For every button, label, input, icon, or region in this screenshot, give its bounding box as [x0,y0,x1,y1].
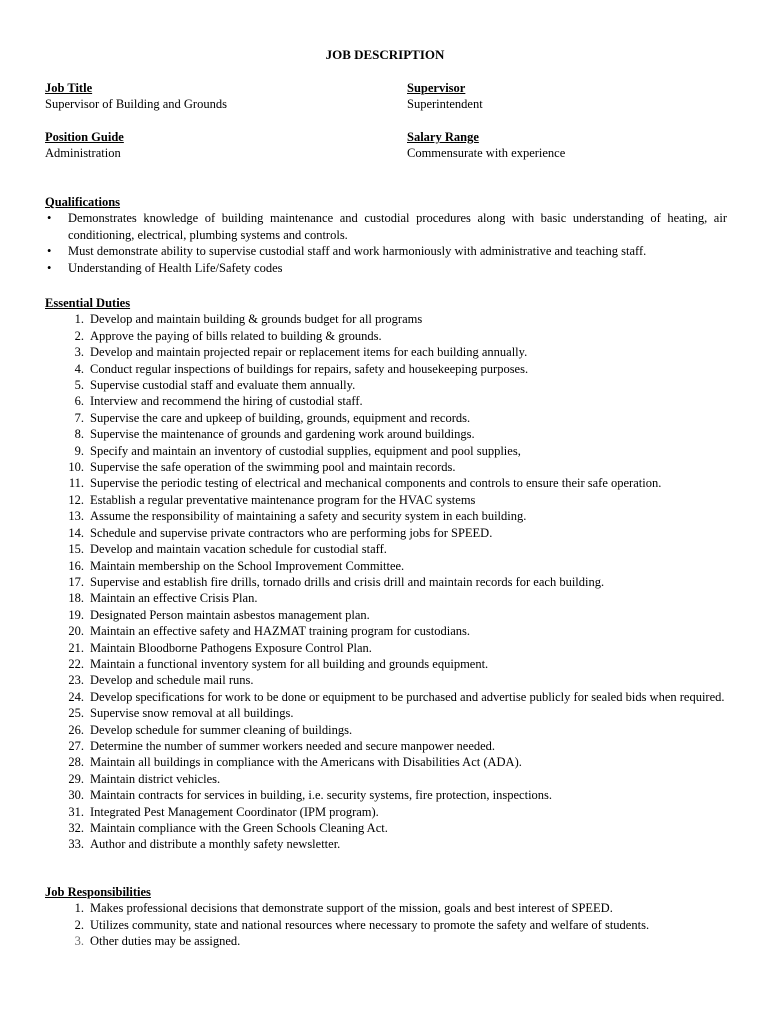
list-item-number: 24. [68,689,84,704]
list-item-number: 5. [74,378,84,393]
list-item [45,590,727,606]
list-item-number: 7. [74,410,84,425]
list-item [45,656,727,672]
list-item-number: 21. [68,640,84,655]
list-item [45,689,727,705]
list-item-number: 27. [68,738,84,753]
list-item [45,492,727,508]
list-item [45,558,727,574]
list-item [45,900,727,916]
list-item [45,640,727,656]
list-item-number: 12. [68,492,84,507]
job-responsibilities-heading: Job Responsibilities [45,885,151,899]
list-item-text: Integrated Pest Management Coordinator (IPM program). [90,804,379,819]
qualifications-list [45,210,727,276]
list-item-text: Develop and maintain vacation schedule for custodial staff. [90,542,387,557]
list-item-text: Develop and maintain building & grounds budget for all programs [90,312,423,327]
list-item-number: 29. [68,771,84,786]
list-item-number: 13. [68,509,84,524]
list-item-text: Establish a regular preventative maintenance program for the HVAC systems [90,492,476,507]
list-item-number: 30. [68,788,84,803]
list-item-number: 1. [74,312,84,327]
list-item [45,475,727,491]
position-guide-value: Administration [45,146,121,161]
list-item [45,787,727,803]
list-item-text: Supervise snow removal at all buildings. [90,706,294,721]
supervisor-value: Superintendent [407,97,483,112]
list-item-text: Maintain membership on the School Improvement Committee. [90,558,405,573]
list-item [45,361,727,377]
salary-range-label: Salary Range [407,130,479,144]
list-item-number: 1. [74,901,84,916]
list-item-number: 17. [68,574,84,589]
list-item-number: 14. [68,525,84,540]
job-responsibilities-list [45,900,727,949]
list-item-number: 19. [68,607,84,622]
job-title-value: Supervisor of Building and Grounds [45,97,227,112]
list-item-number: 15. [68,542,84,557]
list-item-text: Supervise the care and upkeep of building, grounds, equipment and records. [90,410,471,425]
list-item-text: Schedule and supervise private contractors who are performing jobs for SPEED. [90,525,493,540]
list-item-text: Maintain Bloodborne Pathogens Exposure Control Plan. [90,640,372,655]
list-item-number: 4. [74,361,84,376]
list-item [45,311,727,327]
list-item-number: 22. [68,656,84,671]
essential-duties-heading: Essential Duties [45,296,131,310]
list-item [45,705,727,721]
supervisor-label: Supervisor [407,81,466,95]
supervisor-field [407,80,483,113]
list-item-text: Supervise custodial staff and evaluate them annually. [90,378,356,393]
list-item-text: Conduct regular inspections of buildings for repairs, safety and housekeeping purposes. [90,361,529,376]
list-item [45,574,727,590]
list-item-text: Makes professional decisions that demonstrate support of the mission, goals and best interest of SPEED. [90,901,613,916]
list-item-text: Maintain an effective Crisis Plan. [90,591,258,606]
list-item [45,426,727,442]
list-item [45,443,727,459]
list-item-number: 10. [68,460,84,475]
list-item-number: 2. [74,917,84,932]
essential-duties-section [45,295,727,853]
list-item [45,672,727,688]
list-item-text: Develop and maintain projected repair or replacement items for each building annually. [90,345,528,360]
list-item-number: 11. [68,476,84,491]
list-item-number: 25. [68,706,84,721]
list-item [45,410,727,426]
list-item [45,820,727,836]
list-item [45,836,727,852]
list-item-number: 26. [68,722,84,737]
list-item-text: Supervise the periodic testing of electrical and mechanical components and controls to ensure their safe operation. [90,476,662,491]
list-item [45,722,727,738]
list-item-text: Utilizes community, state and national resources where necessary to promote the safety and welfare of students. [90,917,650,932]
list-item [45,623,727,639]
list-item-text: Specify and maintain an inventory of custodial supplies, equipment and pool supplies, [90,443,521,458]
list-item-number: 9. [74,443,84,458]
list-item-text: Maintain compliance with the Green Schools Cleaning Act. [90,821,388,835]
document-title: JOB DESCRIPTION [325,47,445,62]
essential-duties-list [45,311,727,852]
list-item [45,377,727,393]
list-item [45,771,727,787]
list-item-number: 20. [68,624,84,639]
list-item-text: Supervise the maintenance of grounds and gardening work around buildings. [90,427,475,442]
list-item [45,459,727,475]
job-title-field [45,80,227,113]
list-item-text: Approve the paying of bills related to building & grounds. [90,328,382,343]
list-item-text: Determine the number of summer workers needed and secure manpower needed. [90,738,496,753]
list-item-number: 8. [74,427,84,442]
list-item [45,344,727,360]
list-item-number: 2. [74,328,84,343]
list-item [45,917,727,933]
list-item-text: Maintain all buildings in compliance with the Americans with Disabilities Act (ADA). [90,755,522,770]
list-item: • Must demonstrate ability to supervise custodial staff and work harmoniously with administrative and teaching staff. [45,243,727,259]
list-item [45,738,727,754]
list-item-text: Designated Person maintain asbestos management plan. [90,607,370,622]
list-item-text: Supervise and establish fire drills, tornado drills and crisis drill and maintain records for each building. [90,574,605,589]
list-item-number: 16. [68,558,84,573]
job-responsibilities-section [45,884,727,950]
list-item-number: 3. [74,345,84,360]
list-item [45,541,727,557]
list-item-text: Maintain a functional inventory system for all building and grounds equipment. [90,656,489,671]
list-item-text: Interview and recommend the hiring of custodial staff. [90,394,363,409]
list-item-number: 32. [68,821,84,835]
list-item-number: 33. [68,837,84,852]
list-item-number: 3. [74,934,84,949]
list-item [45,508,727,524]
list-item-text: Maintain contracts for services in building, i.e. security systems, fire protection, inspections. [90,788,553,803]
list-item-number: 31. [68,804,84,819]
position-guide-label: Position Guide [45,130,124,144]
list-item [45,933,727,949]
list-item-number: 6. [74,394,84,409]
salary-range-field [407,129,565,162]
salary-range-value: Commensurate with experience [407,146,566,161]
list-item-text: Develop schedule for summer cleaning of buildings. [90,722,353,737]
list-item [45,393,727,409]
job-title-label: Job Title [45,81,93,95]
list-item-text: Supervise the safe operation of the swimming pool and maintain records. [90,460,456,475]
list-item-number: 28. [68,755,84,770]
position-guide-field [45,129,124,162]
list-item: • Demonstrates knowledge of building maintenance and custodial procedures along with basic understanding of heating, air conditioning, electrical, plumbing systems and controls. [45,210,727,243]
qualifications-heading: Qualifications [45,195,121,209]
list-item: • Understanding of Health Life/Safety codes [45,260,727,276]
list-item-text: Assume the responsibility of maintaining a safety and security system in each building. [90,509,527,524]
list-item [45,328,727,344]
list-item-text: Maintain district vehicles. [90,771,221,786]
list-item-number: 18. [68,591,84,606]
qualifications-section [45,194,727,276]
list-item-text: Develop and schedule mail runs. [90,673,254,688]
list-item-text: Develop specifications for work to be done or equipment to be purchased and advertise publicly for sealed bids when required. [90,689,725,704]
list-item-number: 23. [68,673,84,688]
list-item [45,804,727,820]
list-item-text: Maintain an effective safety and HAZMAT training program for custodians. [90,624,470,639]
list-item-text: Author and distribute a monthly safety newsletter. [90,837,341,852]
list-item-text: Other duties may be assigned. [90,934,241,949]
list-item [45,754,727,770]
list-item [45,525,727,541]
list-item [45,607,727,623]
